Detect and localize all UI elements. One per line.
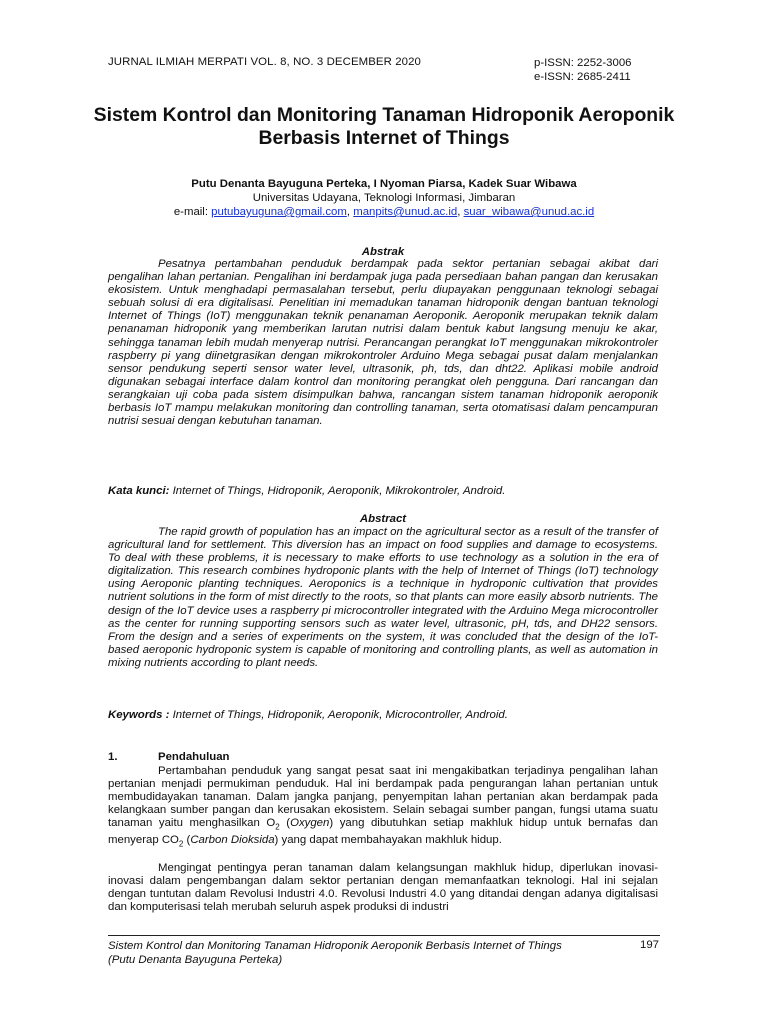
co2-subscript: 2 (178, 839, 184, 849)
email-link-1[interactable]: putubayuguna@gmail.com (211, 206, 347, 218)
o2-subscript: 2 (275, 822, 280, 832)
intro-paragraph-1 (108, 765, 658, 850)
email-link-2[interactable]: manpits@unud.ac.id (353, 206, 458, 218)
p1-text-b: ( (279, 817, 291, 830)
author-list: Putu Denanta Bayuguna Perteka, I Nyoman Piarsa, Kadek Suar Wibawa (191, 178, 577, 190)
email-separator: , (457, 206, 464, 218)
p1-text-e: ) yang dapat membahayakan makhluk hidup. (274, 833, 502, 846)
kata-kunci-label: Kata kunci: (108, 485, 170, 497)
keywords (108, 709, 668, 721)
issn-block (534, 56, 632, 84)
footer-citation (108, 939, 562, 967)
email-prefix: e-mail: (173, 206, 212, 218)
footer-rule (108, 935, 660, 936)
footer-author: (Putu Denanta Bayuguna Perteka) (108, 954, 283, 966)
email-line (60, 206, 708, 218)
abstract-heading: Abstract (359, 513, 407, 525)
paper-title: Sistem Kontrol dan Monitoring Tanaman Hidroponik Aeroponik Berbasis Internet of Things (93, 104, 675, 149)
intro-paragraph-2: Mengingat pentingya peran tanaman dalam kelangsungan makhluk hidup, diperlukan inovasi-inovasi dalam pengembangan dalam sektor pertanian dengan memanfaatkan teknologi. Hal ini sejalan dengan tuntutan dalam Revolusi Industri 4.0. Revolusi Industri 4.0 yang ditandai dengan adanya digitalisasi dan komputerisasi telah merubah seluruh aspek produksi di industri (108, 862, 658, 914)
e-issn: e-ISSN: 2685-2411 (534, 71, 631, 83)
section-number: 1. (108, 751, 118, 763)
keywords-text: Internet of Things, Hidroponik, Aeroponik, Microcontroller, Android. (169, 709, 508, 721)
abstract-text: The rapid growth of population has an impact on the agricultural sector as a result of the transfer of agricultural land for settlement. This diversion has an impact on food supplies and damage to ecosystems. To deal with these problems, it is necessary to make efforts to use technology as a solution in the era of digitalization. This research combines hydroponic plants with the help of Internet of Things (IoT) technology using Aeroponic planting techniques. Aeroponics is a technique in hydroponic cultivation that provides nutrient solutions in the form of mist directly to the roots, so that plants can more easily absorb nutrients. The design of the IoT device uses a raspberry pi microcontroller integrated with the Arduino Mega microcontroller as the center for running supporting sensors such as water level, ultrasonic, pH, tds, and DH22 sensors. From the design and a series of experiments on the system, it was concluded that the design of the IoT-based aeroponic hydroponic system is capable of monitoring and controlling plants, as well as automation in mixing nutrients according to plant needs. (108, 526, 658, 669)
carbon-term: Carbon Dioksida (190, 833, 275, 846)
p1-text-a: Pertambahan penduduk yang sangat pesat saat ini mengakibatkan terjadinya pengalihan lahan pertanian menjadi permukiman penduduk. Hal ini berdampak pada pengurangan lahan pertanian untuk membudidayakan tanaman. Dalam jangka panjang, penyempitan lahan pertanian akan berdampak pada kelangkaan sumber pangan dan kerusakan ekosistem. Selain sebagai sumber pangan, fungsi utama suatu tanaman yaitu menghasilkan O (108, 765, 658, 830)
abstrak-text: Pesatnya pertambahan penduduk berdampak pada sektor pertanian sebagai akibat dari pengalihan lahan pertanian. Pengalihan ini berdampak juga pada persediaan bahan pangan dan kerusakan ekosistem. Untuk menghadapi permasalahan tersebut, perlu diupayakan penggunaan teknologi sebagai sebuah solusi di era digitalisasi. Penelitian ini memadukan tanaman hidroponik dengan bantuan teknologi Internet of Things (IoT) menggunakan teknik penanaman Aeroponik. Aeroponik merupakan teknik dalam penanaman hidroponik yang memberikan larutan nutrisi dalam bentuk kabut langsung menuju ke akar, sehingga tanaman lebih mudah menyerap nutrisi. Perancangan perangkat IoT menggunakan mikrokontroler raspberry pi yang diinetgrasikan dengan mikrokontroler Arduino Mega sebagai pusat dalam menjalankan sensor pendukung seperti sensor water level, ultrasonik, ph, tds, dan dht22. Aplikasi mobile android digunakan sebagai interface dalam kontrol dan monitoring perangkat oleh pengguna. Dari rancangan dan serangkaian uji coba pada sistem disimpulkan bahwa, rancangan sistem tanaman hidroponik aeroponik berbasis IoT mampu melakukan monitoring dan controlling tanaman, serta otomatisasi dalam pencampuran nutrisi sesuai dengan kebutuhan tanaman. (108, 258, 658, 428)
journal-header: JURNAL ILMIAH MERPATI VOL. 8, NO. 3 DECEMBER 2020 (108, 56, 421, 68)
footer-title: Sistem Kontrol dan Monitoring Tanaman Hidroponik Aeroponik Berbasis Internet of Things (108, 940, 562, 952)
page-number: 197 (640, 939, 660, 951)
affiliation: Universitas Udayana, Teknologi Informasi, Jimbaran (252, 192, 516, 204)
kata-kunci-text: Internet of Things, Hidroponik, Aeroponik, Mikrokontroler, Android. (169, 485, 506, 497)
p1-text-c: ) yang dibutuhkan setiap makhluk hidup untuk bernafas dan menyerap CO (108, 817, 658, 846)
email-link-3[interactable]: suar_wibawa@unud.ac.id (463, 206, 595, 218)
abstrak-heading: Abstrak (361, 246, 405, 258)
section-title: Pendahuluan (158, 751, 230, 763)
oxygen-term: Oxygen (290, 817, 330, 830)
p1-text-d: ( (183, 833, 191, 846)
email-separator: , (346, 206, 354, 218)
kata-kunci (108, 485, 668, 497)
p-issn: p-ISSN: 2252-3006 (534, 57, 632, 69)
keywords-label: Keywords : (108, 709, 170, 721)
